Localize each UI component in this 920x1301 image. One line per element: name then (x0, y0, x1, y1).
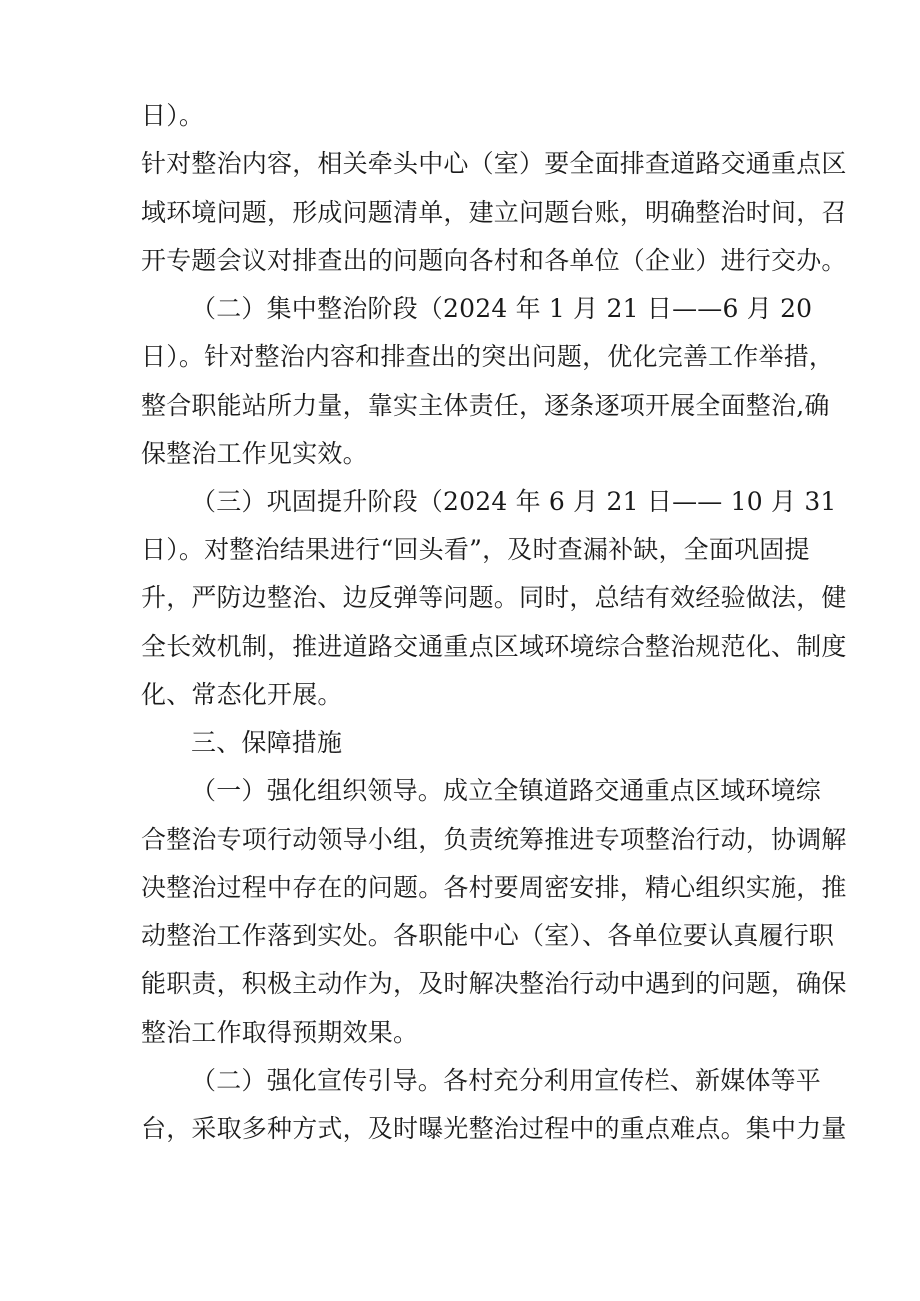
text-line: 全长效机制，推进道路交通重点区域环境综合整治规范化、制度 (141, 632, 847, 661)
text-line: 日）。 (141, 101, 205, 130)
text-line: 针对整治内容，相关牵头中心（室）要全面排查道路交通重点区 (141, 149, 847, 178)
text-line: 台，采取多种方式，及时曝光整治过程中的重点难点。集中力量 (141, 1114, 847, 1143)
text-line: 决整治过程中存在的问题。各村要周密安排，精心组织实施，推 (141, 873, 847, 902)
text-line: 域环境问题，形成问题清单，建立问题台账，明确整治时间，召 (141, 198, 847, 227)
text-line: 整合职能站所力量，靠实主体责任，逐条逐项开展全面整治,确 (141, 391, 830, 420)
text-line: 能职责，积极主动作为，及时解决整治行动中遇到的问题，确保 (141, 969, 847, 998)
text-line: 化、常态化开展。 (141, 680, 343, 709)
text-line: 保整治工作见实效。 (141, 439, 368, 468)
paragraph-publicity-guidance: （二）强化宣传引导。各村充分利用宣传栏、新媒体等平 (191, 1066, 822, 1095)
text-line: 合整治专项行动领导小组，负责统筹推进专项整治行动，协调解 (141, 825, 847, 854)
text-line: 整治工作取得预期效果。 (141, 1018, 419, 1047)
paragraph-organization-leadership: （一）强化组织领导。成立全镇道路交通重点区域环境综 (191, 776, 822, 805)
chapter-heading-safeguards: 三、保障措施 (191, 728, 343, 757)
text-line: 日）。针对整治内容和排查出的突出问题，优化完善工作举措， (141, 342, 835, 371)
text-line: 日）。对整治结果进行“回头看”，及时查漏补缺，全面巩固提 (141, 535, 810, 564)
section-heading-3: （三）巩固提升阶段（2024 年 6 月 21 日—— 10 月 31 (191, 487, 837, 516)
text-line: 升，严防边整治、边反弹等问题。同时，总结有效经验做法，健 (141, 583, 847, 612)
text-line: 开专题会议对排查出的问题向各村和各单位（企业）进行交办。 (141, 246, 847, 275)
section-heading-2: （二）集中整治阶段（2024 年 1 月 21 日——6 月 20 (191, 294, 813, 323)
text-line: 动整治工作落到实处。各职能中心（室）、各单位要认真履行职 (141, 921, 835, 950)
